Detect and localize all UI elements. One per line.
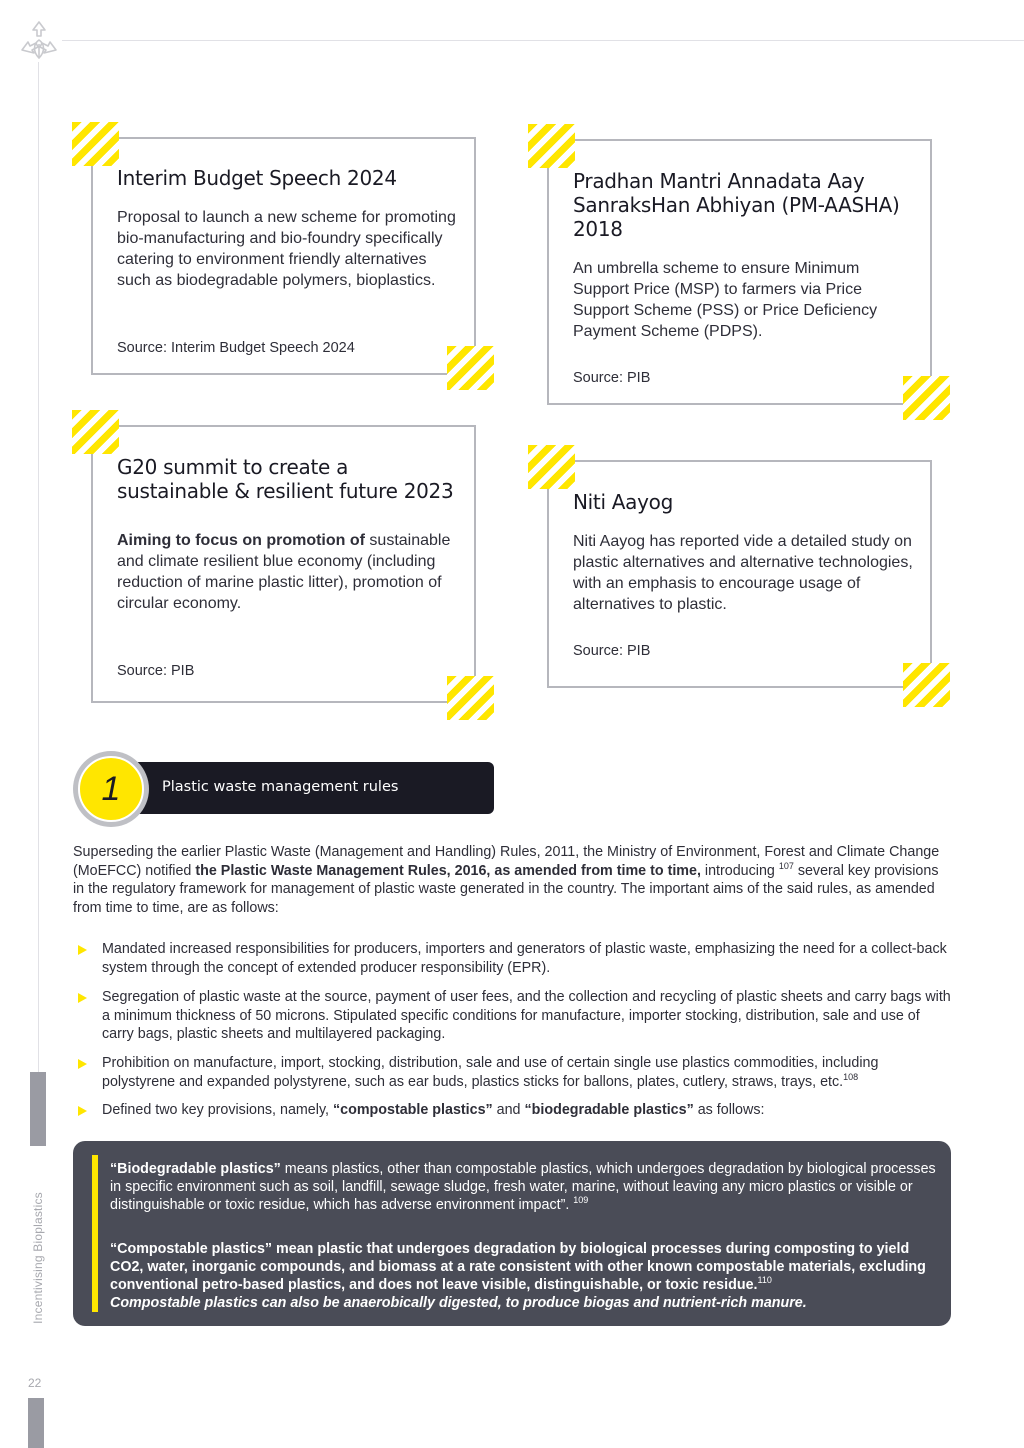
- stripe-decoration: [447, 676, 494, 720]
- section-number: 1: [78, 756, 144, 822]
- triangle-arrow-icon: [78, 945, 87, 955]
- definition-compostable: [110, 1240, 940, 1312]
- card-body-bold: Aiming to focus on promotion of: [117, 532, 365, 549]
- intro-text: introducing: [700, 862, 779, 879]
- stripe-decoration: [903, 663, 950, 707]
- intro-paragraph: [73, 843, 953, 917]
- card-source: Source: PIB: [573, 643, 651, 659]
- list-item-text: [102, 1054, 952, 1091]
- list-item: [76, 1054, 952, 1092]
- list-item-text-part: Defined two key provisions, namely,: [102, 1102, 333, 1118]
- definition-term: “Compostable plastics” mean plastic that undergoes degradation by biological processes during composting to yield CO2, water, inorganic compounds, and biomass at a rate consistent with other known compostable materials, excluding conventional petro-based plastics, and does not leave visible, distinguishable, or toxic residue.: [110, 1241, 926, 1293]
- definition-term: “Biodegradable plastics”: [110, 1161, 281, 1177]
- card-source: Source: PIB: [573, 370, 651, 386]
- list-item: [76, 940, 952, 978]
- card-body: Niti Aayog has reported vide a detailed study on plastic alternatives and alternative technologies, with an emphasis to encourage usage of alternatives to plastic.: [573, 533, 913, 613]
- list-item-text-main: Prohibition on manufacture, import, stocking, distribution, sale and use of certain single use plastics commodities, including polystyrene and expanded polystyrene, such as ear buds, plastics sticks for ballons, plates, cutlery, straws, trays, etc.: [102, 1055, 879, 1090]
- footnote-ref: 107: [778, 860, 794, 871]
- header-divider: [62, 40, 1024, 41]
- card-title: Niti Aayog: [573, 490, 673, 514]
- card-body: Proposal to launch a new scheme for promoting bio-manufacturing and bio-foundry specifically catering to environment friendly alternatives such as biodegradable polymers, bioplastics.: [117, 209, 456, 289]
- card-source: Source: PIB: [117, 663, 195, 679]
- card-body: [117, 530, 457, 614]
- card-title: G20 summit to create a sustainable & resilient future 2023: [117, 455, 454, 503]
- list-item-text: Segregation of plastic waste at the source, payment of user fees, and the collection and recycling of plastic sheets and carry bags with a minimum thickness of 50 microns. Stipulated specific conditions for manufacture, importer stocking, distribution, sale and use of carry bags, plastic sheets and multilayered packaging.: [102, 989, 951, 1042]
- card-source: Source: Interim Budget Speech 2024: [117, 340, 355, 356]
- page-number-marker: [28, 1398, 44, 1448]
- list-item: [76, 988, 952, 1044]
- stripe-decoration: [903, 376, 950, 420]
- definitions-accent-bar: [92, 1155, 98, 1312]
- stripe-decoration: [72, 410, 119, 454]
- section-title: Plastic waste management rules: [162, 779, 399, 795]
- footnote-ref: 109: [573, 1195, 589, 1206]
- intro-text: Superseding the earlier Plastic Waste (Management and Handling) Rules, 2011, the Ministry of Environment, Forest and Climate Change (MoEFCC) notified: [73, 844, 940, 879]
- margin-line: [38, 62, 39, 1072]
- definition-biodegradable: [110, 1160, 940, 1214]
- footnote-ref: 108: [843, 1071, 859, 1082]
- intro-bold-text: the Plastic Waste Management Rules, 2016, as amended from time to time,: [195, 862, 701, 879]
- term-compostable: “compostable plastics”: [332, 1102, 493, 1118]
- list-item-text-part: and: [492, 1102, 525, 1118]
- card-body: An umbrella scheme to ensure Minimum Support Price (MSP) to farmers via Price Support Scheme (PSS) or Price Deficiency Payment Scheme (PDPS).: [573, 260, 878, 340]
- recycle-leaf-icon: [14, 16, 64, 64]
- list-item: [76, 1101, 952, 1121]
- definition-note: Compostable plastics can also be anaerobically digested, to produce biogas and nutrient-rich manure.: [110, 1295, 807, 1311]
- card-title: Pradhan Mantri Annadata Aay SanraksHan Abhiyan (PM-AASHA) 2018: [573, 169, 900, 241]
- triangle-arrow-icon: [78, 1106, 87, 1116]
- card-title: Interim Budget Speech 2024: [117, 166, 397, 190]
- card-body-text: sustainable and climate resilient blue economy (including reduction of marine plastic litter), promotion of circular economy.: [117, 532, 451, 612]
- stripe-decoration: [447, 346, 494, 390]
- stripe-decoration: [528, 124, 575, 168]
- footnote-ref: 110: [757, 1275, 772, 1286]
- triangle-arrow-icon: [78, 993, 87, 1003]
- stripe-decoration: [528, 445, 575, 489]
- intro-text: several key provisions in the regulatory framework for management of plastic waste generated in the country. The important aims of the said rules, as amended from time to time, are as follows:: [73, 862, 939, 916]
- term-biodegradable: “biodegradable plastics”: [524, 1102, 694, 1118]
- margin-marker: [30, 1072, 46, 1146]
- section-vertical-label: Incentivising Bioplastics: [31, 1192, 45, 1324]
- definition-text: means plastics, other than compostable plastics, which undergoes degradation by biological processes in specific environment such as soil, landfill, sewage sludge, fresh water, marine, without leaving any micro plastics or visible or distinguishable or toxic residue, which has adverse environment impact”.: [110, 1161, 936, 1213]
- list-item-text: Mandated increased responsibilities for producers, importers and generators of plastic waste, emphasizing the need for a collect-back system through the concept of extended producer responsibility (EPR).: [102, 941, 947, 976]
- page-number: 22: [28, 1376, 42, 1390]
- stripe-decoration: [72, 122, 119, 166]
- list-item-text: [102, 1101, 952, 1120]
- triangle-arrow-icon: [78, 1059, 87, 1069]
- list-item-text-part: as follows:: [693, 1102, 765, 1118]
